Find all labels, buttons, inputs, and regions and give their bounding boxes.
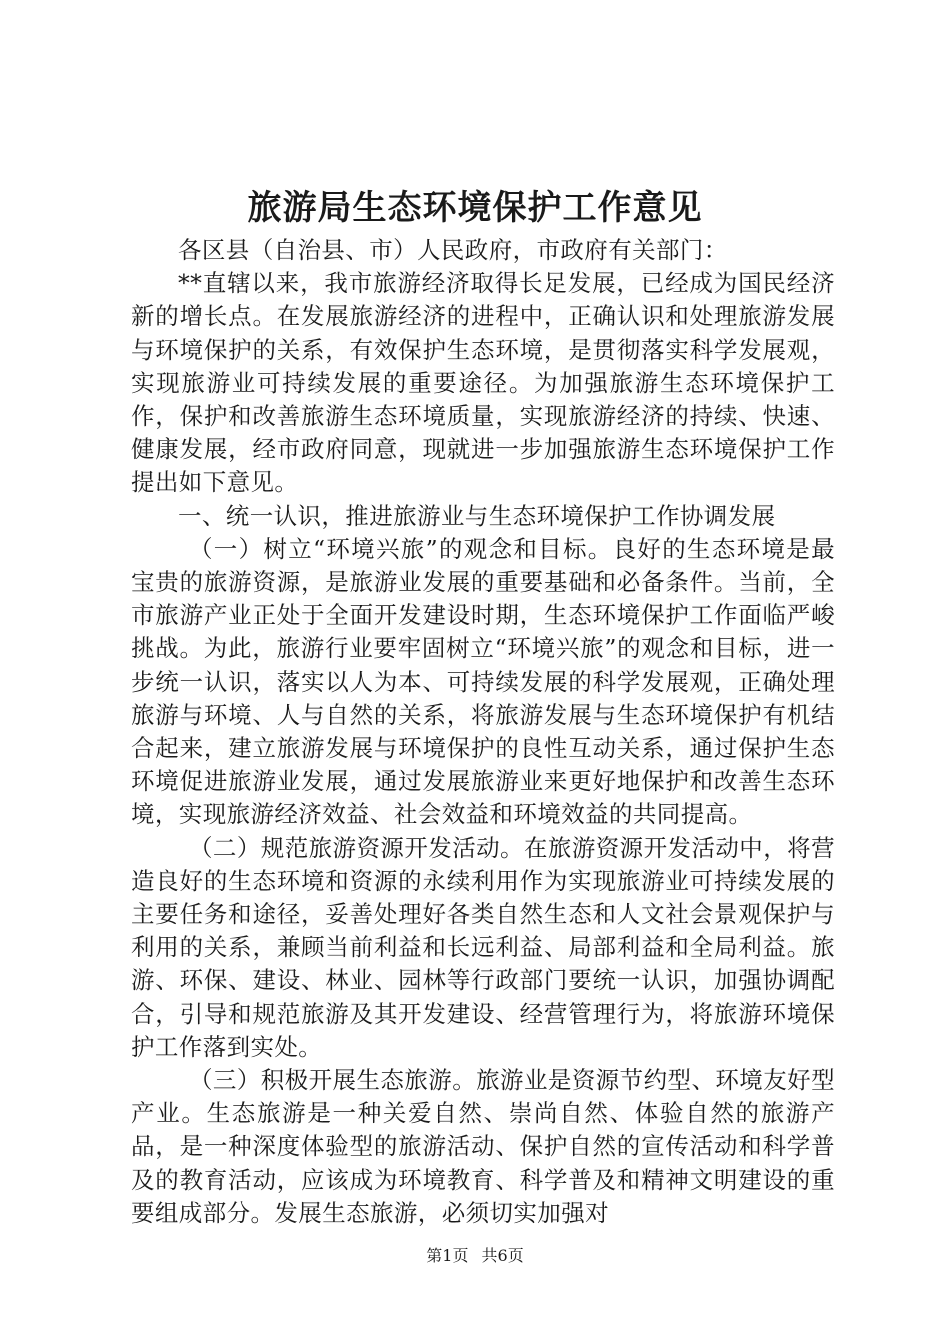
page-total: 共6页 [481, 1246, 524, 1265]
paragraph-item-1: （一）树立“环境兴旅”的观念和目标。良好的生态环境是最宝贵的旅游资源，是旅游业发展的重要基础和必备条件。当前，全市旅游产业正处于全面开发建设时期，生态环境保护工作面临严峻挑战。为此，旅游行业要牢固树立“环境兴旅”的观念和目标，进一步统一认识，落实以人为本、可持续发展的科学发展观，正确处理旅游与环境、人与自然的关系，将旅游发展与生态环境保护有机结合起来，建立旅游发展与环境保护的良性互动关系，通过保护生态环境促进旅游业发展，通过发展旅游业来更好地保护和改善生态环境，实现旅游经济效益、社会效益和环境效益的共同提高。 [131, 534, 835, 829]
document-title: 旅游局生态环境保护工作意见 [247, 188, 703, 228]
paragraph-item-3: （三）积极开展生态旅游。旅游业是资源节约型、环境友好型产业。生态旅游是一种关爱自然、崇尚自然、体验自然的旅游产品，是一种深度体验型的旅游活动、保护自然的宣传活动和科学普及的教育活动，应该成为环境教育、科学普及和精神文明建设的重要组成部分。发展生态旅游，必须切实加强对 [131, 1066, 835, 1227]
salutation: 各区县（自治县、市）人民政府，市政府有关部门： [178, 236, 728, 264]
page-footer [0, 1245, 950, 1267]
page-number: 第1页 [426, 1246, 469, 1265]
section-heading-1: 一、统一认识，推进旅游业与生态环境保护工作协调发展 [178, 501, 776, 530]
paragraph-intro: **直辖以来，我市旅游经济取得长足发展，已经成为国民经济新的增长点。在发展旅游经济的进程中，正确认识和处理旅游发展与环境保护的关系，有效保护生态环境，是贯彻落实科学发展观，实现旅游业可持续发展的重要途径。为加强旅游生态环境保护工作，保护和改善旅游生态环境质量，实现旅游经济的持续、快速、健康发展，经市政府同意，现就进一步加强旅游生态环境保护工作提出如下意见。 [131, 269, 835, 497]
paragraph-item-2: （二）规范旅游资源开发活动。在旅游资源开发活动中，将营造良好的生态环境和资源的永续利用作为实现旅游业可持续发展的主要任务和途径，妥善处理好各类自然生态和人文社会景观保护与利用的关系，兼顾当前利益和长远利益、局部利益和全局利益。旅游、环保、建设、林业、园林等行政部门要统一认识，加强协调配合，引导和规范旅游及其开发建设、经营管理行为，将旅游环境保护工作落到实处。 [131, 833, 835, 1061]
document-body [131, 234, 835, 1230]
